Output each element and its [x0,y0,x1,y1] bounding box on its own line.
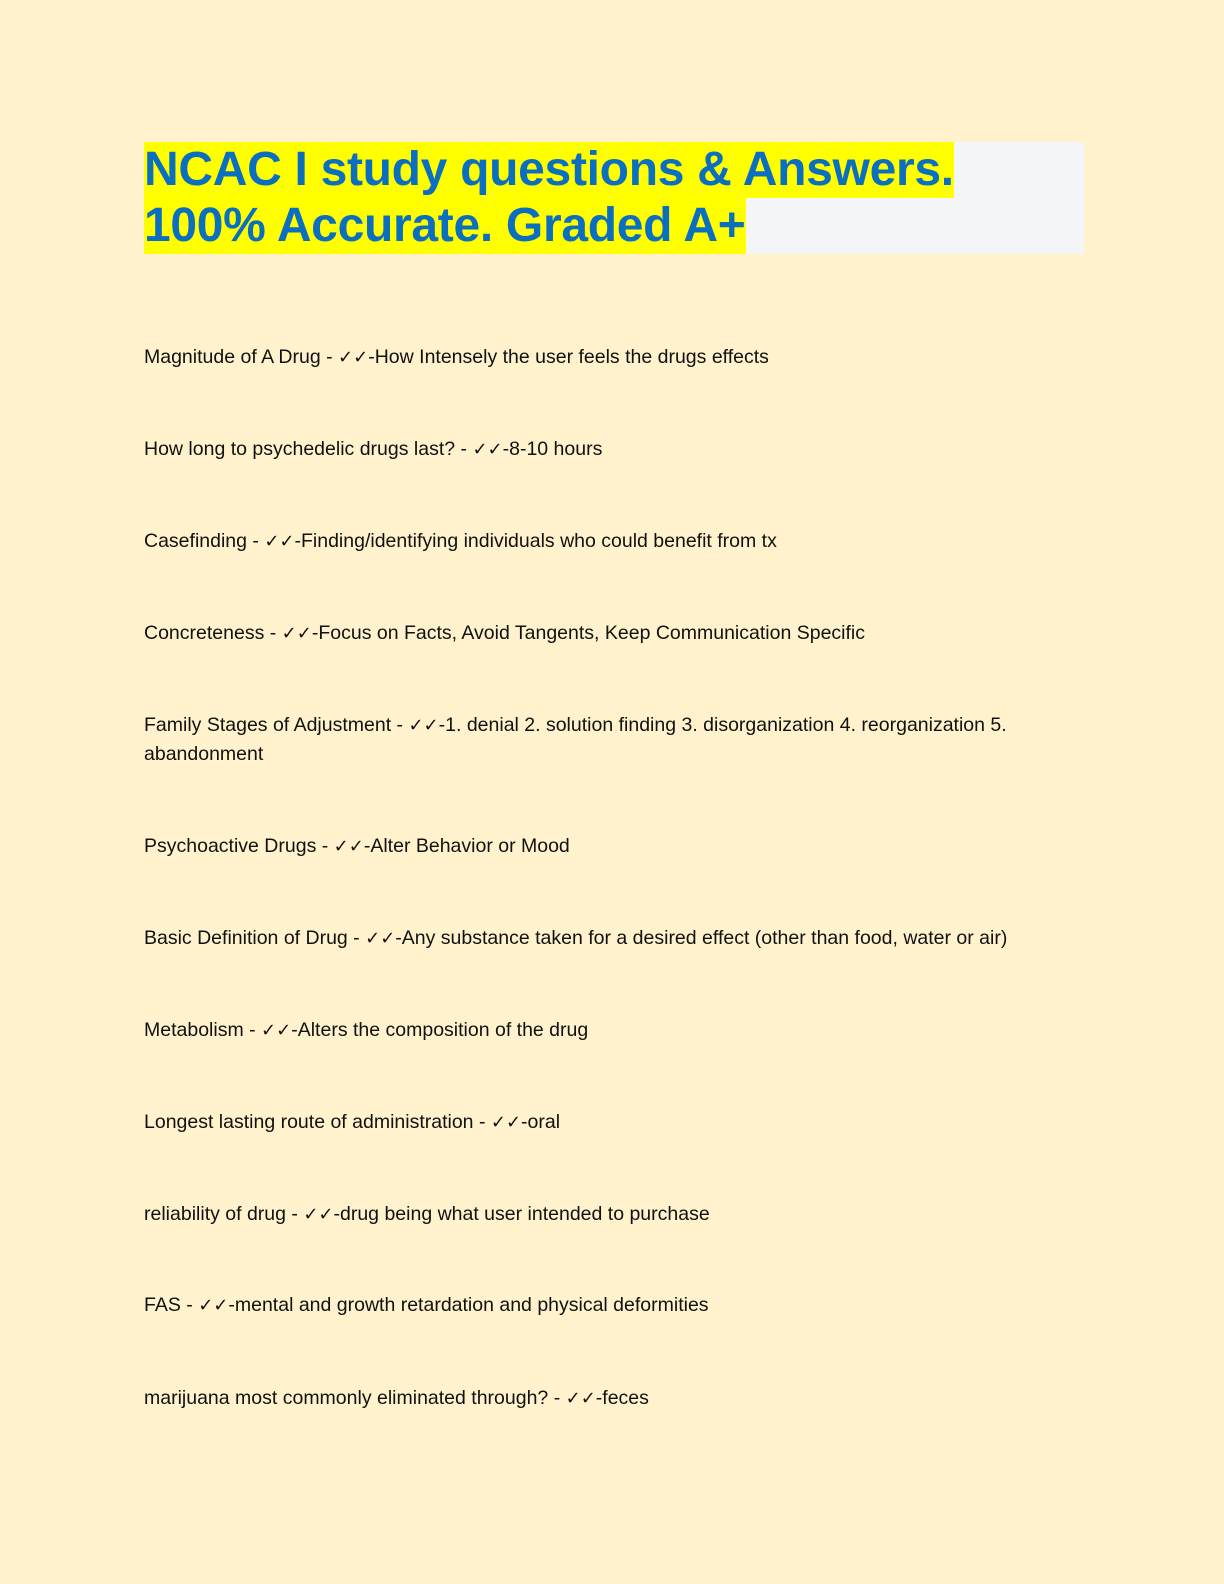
answer-text: Alters the composition of the drug [297,1019,589,1041]
separator: - [316,835,334,857]
separator: - [285,1203,304,1225]
check-mark-icon: ✓✓ [565,1388,596,1409]
separator: - [595,1387,603,1409]
qa-item [144,1291,1064,1320]
question-text: Longest lasting route of administration [144,1111,474,1133]
answer-text: oral [527,1111,561,1133]
separator: - [438,714,446,736]
answer-text: 1. denial 2. solution finding 3. disorganization 4. reorganization 5. abandonment [144,714,1007,765]
qa-item [144,1016,1064,1045]
separator: - [246,530,265,552]
check-mark-icon: ✓✓ [281,623,312,644]
question-text: Magnitude of A Drug [144,346,321,368]
separator: - [291,1019,298,1041]
answer-text: Alter Behavior or Mood [370,835,570,857]
question-text: Concreteness [144,622,265,644]
separator: - [320,346,339,368]
question-text: Basic Definition of Drug [144,927,348,949]
separator: - [521,1111,528,1133]
separator: - [395,927,402,949]
separator: - [294,530,301,552]
answer-text: Focus on Facts, Avoid Tangents, Keep Communication Specific [318,622,866,644]
question-text: Family Stages of Adjustment [144,714,392,736]
qa-item [144,435,1064,464]
separator: - [368,346,375,368]
check-mark-icon: ✓✓ [303,1204,334,1225]
separator: - [243,1019,262,1041]
question-text: Metabolism [144,1019,244,1041]
title-line-2: 100% Accurate. Graded A+ [144,199,746,252]
qa-item [144,527,1064,556]
check-mark-icon: ✓✓ [408,715,439,736]
check-mark-icon: ✓✓ [333,836,364,857]
qa-item [144,1384,1064,1413]
check-mark-icon: ✓✓ [198,1295,229,1316]
separator: - [347,927,366,949]
separator: - [473,1111,491,1133]
separator: - [180,1294,199,1316]
separator: - [264,622,282,644]
separator: - [391,714,409,736]
question-text: marijuana most commonly eliminated through? [144,1387,549,1409]
qa-item [144,924,1064,953]
separator: - [333,1203,340,1225]
question-text: reliability of drug [144,1203,286,1225]
answer-text: How Intensely the user feels the drugs effects [374,346,769,368]
qa-item [144,1108,1064,1137]
qa-item [144,711,1064,769]
separator: - [311,622,319,644]
qa-item [144,619,1064,648]
separator: - [228,1294,235,1316]
title-line-1: NCAC I study questions & Answers. [144,143,954,196]
qa-item [144,832,1064,861]
check-mark-icon: ✓✓ [365,928,396,949]
answer-text: Any substance taken for a desired effect (other than food, water or air) [401,927,1008,949]
check-mark-icon: ✓✓ [490,1112,522,1133]
separator: - [548,1387,566,1409]
answer-text: feces [602,1387,649,1409]
answer-text: Finding/identifying individuals who could benefit from tx [301,530,777,552]
question-text: Psychoactive Drugs [144,835,317,857]
question-text: Casefinding [144,530,247,552]
answer-text: drug being what user intended to purchase [340,1203,710,1225]
answer-text: 8-10 hours [509,438,603,460]
question-text: FAS [144,1294,181,1316]
separator: - [363,835,371,857]
separator: - [455,438,473,460]
qa-item [144,1200,1064,1229]
question-text: How long to psychedelic drugs last? [144,438,456,460]
check-mark-icon: ✓✓ [338,347,369,368]
qa-item [144,343,1064,372]
document-title [144,142,1084,254]
check-mark-icon: ✓✓ [264,531,295,552]
answer-text: mental and growth retardation and physical deformities [234,1294,709,1316]
check-mark-icon: ✓✓ [472,439,503,460]
separator: - [502,438,510,460]
check-mark-icon: ✓✓ [261,1020,292,1041]
